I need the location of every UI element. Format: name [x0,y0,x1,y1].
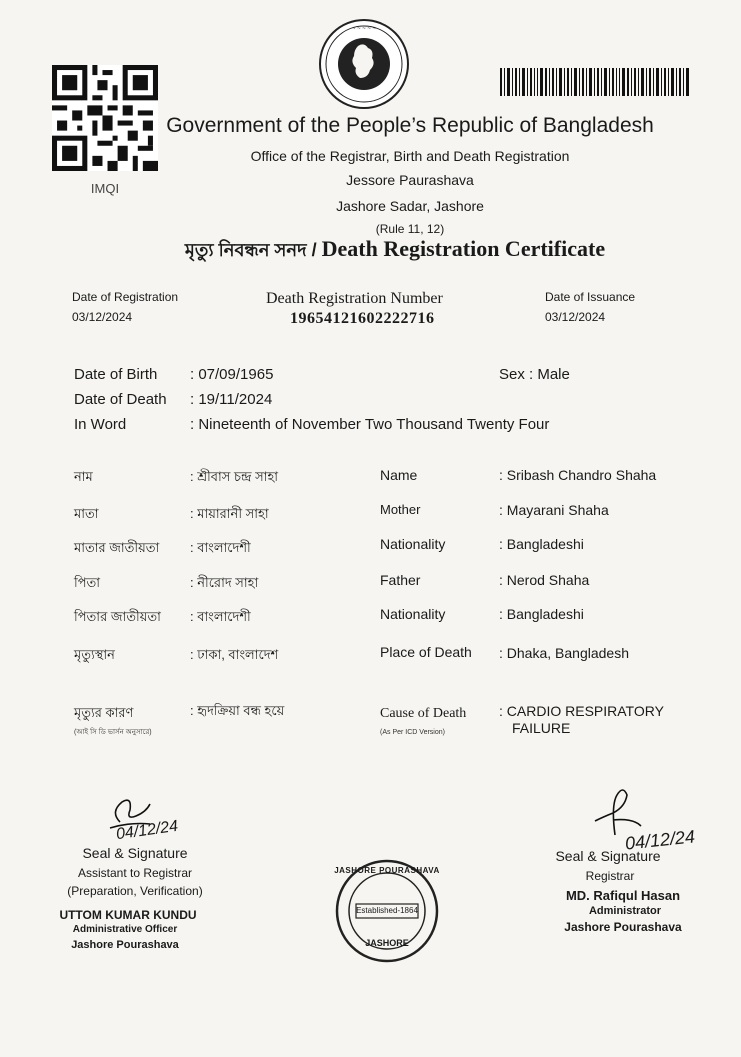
name-label: Name [380,467,418,483]
father-bn-value: : নীরোদ সাহা [190,575,259,590]
mother-nationality-bn-label: মাতার জাতীয়তা [74,540,160,555]
mother-nationality-value: : Bangladeshi [499,536,584,552]
date-of-death-label: Date of Death [74,391,167,408]
mother-nationality-label: Nationality [380,536,446,552]
government-title: Government of the People’s Republic of Bangladesh [166,114,654,137]
date-of-issuance-value: 03/12/2024 [545,310,606,324]
father-nationality-bn-label: পিতার জাতীয়তা [74,609,161,624]
right-signature-scribble [585,780,645,840]
father-label: Father [380,572,421,588]
place-of-death-bn-value: : ঢাকা, বাংলাদেশ [190,647,279,662]
in-word-value: : Nineteenth of November Two Thousand Twenty Four [190,416,550,433]
father-nationality-value: : Bangladeshi [499,606,584,622]
left-signature-date: 04/12/24 [115,817,180,844]
date-of-birth-label: Date of Birth [74,366,158,383]
government-seal-emblem [318,18,410,110]
place-of-death-bn-label: মৃত্যুস্থান [74,647,115,662]
right-signer-name: MD. Rafiqul Hasan [565,888,681,903]
cause-of-death-bn-label: মৃত্যুর কারণ [74,705,134,720]
office-location: Jashore Sadar, Jashore [336,198,484,214]
cause-of-death-bn-value: : হৃদক্রিয়া বন্ধ হয়ে [190,703,285,718]
date-of-registration-label: Date of Registration [72,290,179,304]
registration-number-value: 19654121602222716 [290,310,435,327]
qr-caption: IMQI [90,181,120,196]
cause-of-death-bn-note: (আই সি ডি ভার্সন অনুসারে) [74,729,152,736]
seal-top-text: JASHORE POURASHAVA [334,866,440,875]
registration-number-label: Death Registration Number [266,290,443,307]
mother-bn-label: মাতা [74,506,99,521]
right-signature-date: 04/12/24 [624,826,696,854]
svg-text:~ ~ ~ ~ ~: ~ ~ ~ ~ ~ [351,26,377,32]
right-seal-signature-label: Seal & Signature [555,848,661,864]
date-of-issuance-label: Date of Issuance [545,290,636,304]
place-of-death-value: : Dhaka, Bangladesh [499,645,629,661]
left-seal-signature-label: Seal & Signature [82,845,188,861]
left-role-sub: (Preparation, Verification) [67,884,203,898]
seal-middle-text: Established-1864 [356,906,418,915]
father-value: : Nerod Shaha [499,572,590,588]
cause-of-death-note: (As Per ICD Version) [380,729,445,736]
father-bn-label: পিতা [74,575,101,590]
father-nationality-label: Nationality [380,606,446,622]
right-role: Registrar [585,869,635,883]
certificate-title-bn: মৃত্যু নিবন্ধন সনদ / [184,240,322,260]
name-bn-label: নাম [74,469,93,484]
in-word-label: In Word [74,416,127,433]
date-of-birth-value: : 07/09/1965 [190,366,274,383]
certificate-title-en: Death Registration Certificate [321,236,606,261]
mother-label: Mother [380,502,421,517]
father-nationality-bn-value: : বাংলাদেশী [190,609,251,624]
date-of-registration-value: 03/12/2024 [72,310,133,324]
cause-of-death-value-line2: FAILURE [512,720,571,736]
cause-of-death-label: Cause of Death [380,706,467,721]
name-value: : Sribash Chandro Shaha [499,467,657,483]
right-signer-title: Administrator [588,905,662,917]
sex-value: Sex : Male [499,366,570,383]
left-role: Assistant to Registrar [77,866,193,880]
right-signer-office: Jashore Pourashava [564,920,682,934]
mother-nationality-bn-value: : বাংলাদেশী [190,540,251,555]
name-bn-value: : শ্রীবাস চন্দ্র সাহা [190,469,279,484]
certificate-title [0,236,741,267]
paurashava-name: Jessore Paurashava [346,172,474,188]
seal-bottom-text: JASHORE [365,938,409,948]
barcode [500,68,690,96]
left-signer-name: UTTOM KUMAR KUNDU [59,908,197,922]
date-of-death-value: : 19/11/2024 [190,391,273,408]
cause-of-death-value-line1: : CARDIO RESPIRATORY [499,703,664,719]
mother-bn-value: : মায়ারানী সাহা [190,506,269,521]
left-signer-title: Administrative Officer [72,924,178,935]
mother-value: : Mayarani Shaha [499,502,609,518]
place-of-death-label: Place of Death [380,644,472,660]
rule-reference: (Rule 11, 12) [375,222,445,236]
left-signer-office: Jashore Pourashava [71,939,179,951]
office-name: Office of the Registrar, Birth and Death Registration [250,148,570,164]
